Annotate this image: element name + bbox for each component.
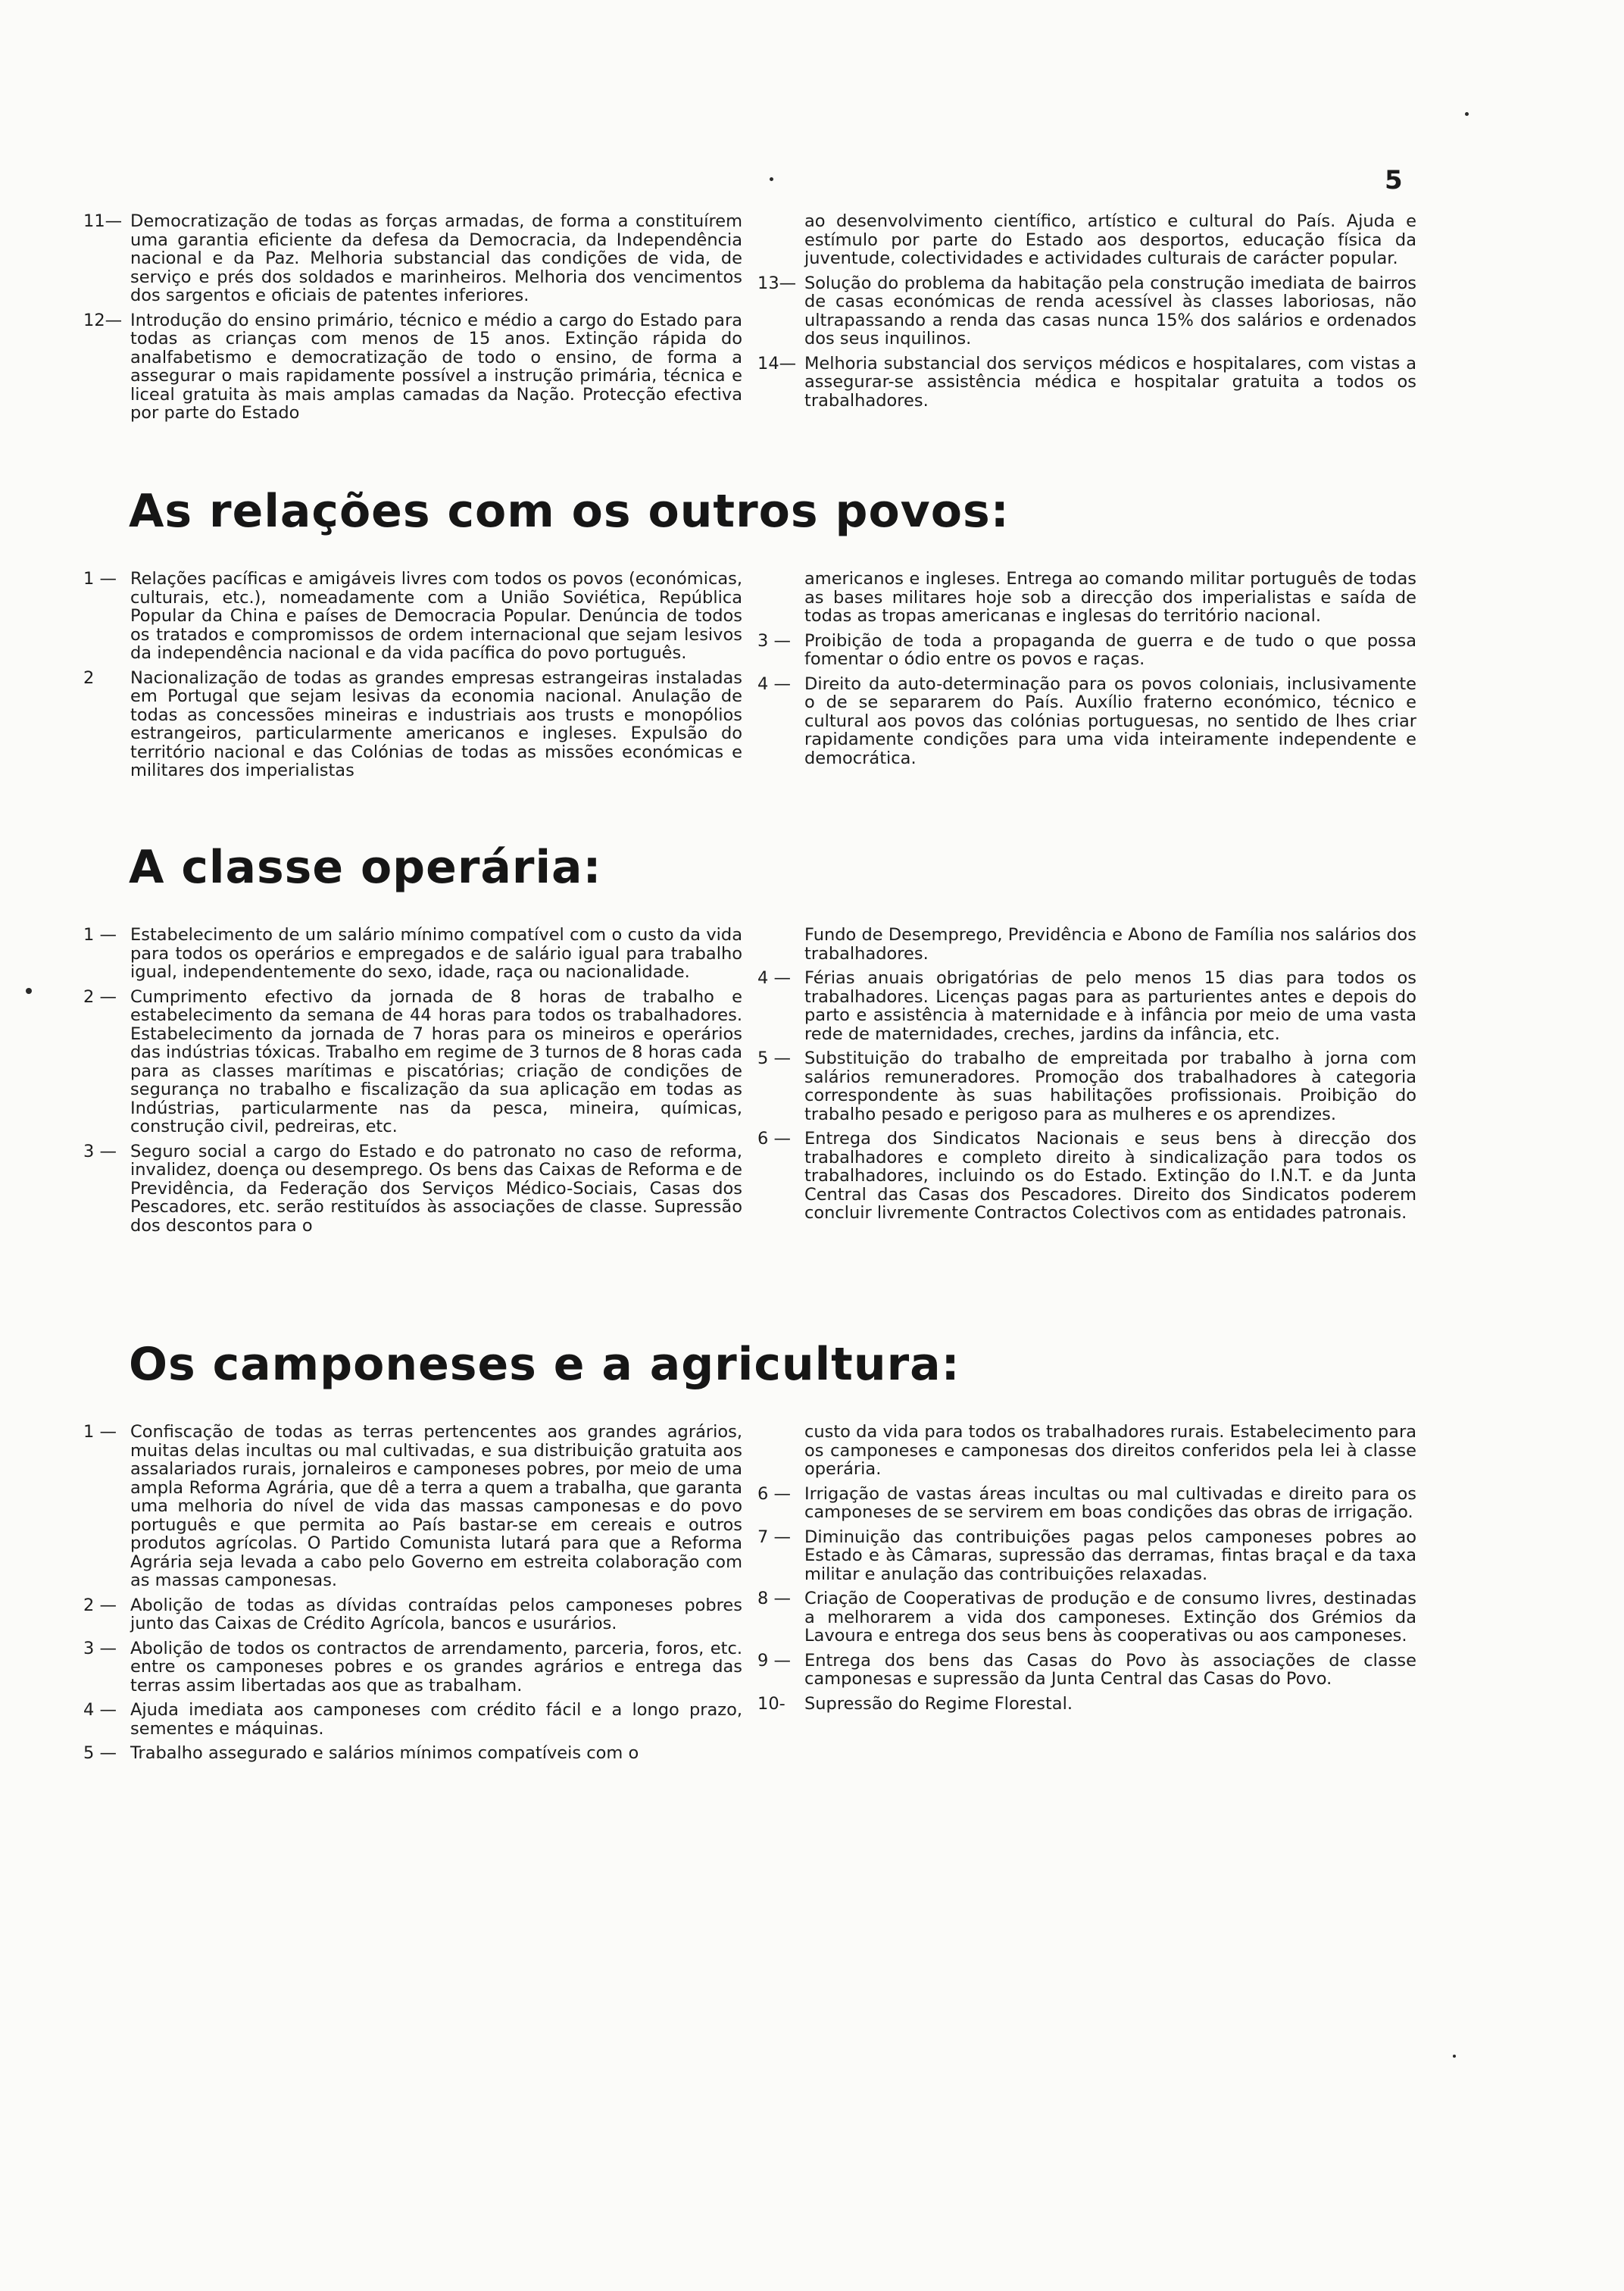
list-item: 10- Supressão do Regime Florestal.: [757, 1693, 1073, 1714]
continued-text: Fundo de Desemprego, Previdência e Abono de Família nos salários dos trabalhadores.: [804, 925, 1416, 964]
list-item: 2 — Cumprimento efectivo da jornada de 8 horas de trabalho e estabelecimento da semana de 44 horas para todos os trabalhadores. Estabelecimento da jornada de 7 horas para os mineiros e operários das indústrias tóxicas. Trabalho em regime de 3 turnos de 8 horas cada para as classes marítimas e piscatórias; criação de condições de segurança no trabalho e fiscalização da sua aplicação em todas as Indústrias, particularmente nas da pesca, mineira, químicas, construção civil, pedreiras, etc.: [83, 986, 742, 1136]
section-title-working-class: A classe operária:: [129, 841, 602, 894]
section-3-right-column: [757, 1423, 1416, 1713]
list-item: 1 — Confiscação de todas as terras pertencentes aos grandes agrários, muitas delas incultas ou mal cultivadas, e sua distribuição gratuita aos assalariados rurais, jornaleiros e camponeses pobres, por meio de uma ampla Reforma Agrária, que dê a terra a quem a trabalha, que garanta uma melhoria do nível de vida das massas camponesas e do povo português e que permita ao País bastar-se em cereais e outros produtos agrícolas. O Partido Comunista lutará para que a Reforma Agrária seja levada a cabo pelo Governo em estreita colaboração com as massas camponesas.: [83, 1422, 742, 1590]
list-item: 6 — Irrigação de vastas áreas incultas ou mal cultivadas e direito para os camponeses de se servirem em boas condições das obras de irrigação.: [757, 1483, 1416, 1522]
section-3-left-column: [83, 1423, 742, 1763]
list-item: 4 — Direito da auto-determinação para os povos coloniais, inclusivamente o de se separarem do País. Auxílio fraterno económico, técnico e cultural aos povos das colónias portuguesas, no sentido de lhes criar rapidamente condições para uma vida inteiramente independente e democrática.: [757, 674, 1416, 768]
list-item: 4 — Férias anuais obrigatórias de pelo menos 15 dias para todos os trabalhadores. Licenças pagas para as parturientes antes e depois do parto e assistência à maternidade e à infância por meio de uma vasta rede de maternidades, creches, jardins da infância, etc.: [757, 968, 1416, 1044]
continued-text: custo da vida para todos os trabalhadores rurais. Estabelecimento para os camponeses e camponesas dos direitos conferidos pela lei à classe operária.: [804, 1422, 1416, 1479]
list-item: 12— Introdução do ensino primário, técnico e médio a cargo do Estado para todas as crianças com menos de 15 anos. Extinção rápida do analfabetismo e democratização de todo o ensino, de forma a assegurar o mais rapidamente possível a instrução primária, técnica e liceal gratuita às mais amplas camadas da Nação. Protecção efectiva por parte do Estado: [83, 310, 742, 423]
section-title-peasants: Os camponeses e a agricultura:: [129, 1338, 960, 1391]
list-item: 1 — Relações pacíficas e amigáveis livres com todos os povos (económicas, culturais, etc.), nomeadamente com a União Soviética, República Popular da China e países de Democracia Popular. Denúncia de todos os tratados e compromissos de ordem internacional que sejam lesivos da independência nacional e da vida pacífica do povo português.: [83, 569, 742, 663]
continued-text: ao desenvolvimento científico, artístico e cultural do País. Ajuda e estímulo por parte do Estado aos desportos, educação física da juventude, colectividades e actividades culturais de carácter popular.: [804, 211, 1416, 268]
list-item: 4 — Ajuda imediata aos camponeses com crédito fácil e a longo prazo, sementes e máquinas.: [83, 1700, 742, 1739]
section-2-left-column: [83, 926, 742, 1235]
continued-text: americanos e ingleses. Entrega ao comando militar português de todas as bases militares hoje sob a direcção dos imperialistas e saída de todas as tropas americanas e inglesas do território nacional.: [804, 569, 1416, 626]
list-item: 3 — Proibição de toda a propaganda de guerra e de tudo o que possa fomentar o ódio entre os povos e raças.: [757, 630, 1416, 669]
list-item: 9 — Entrega dos bens das Casas do Povo às associações de classe camponesas e supressão da Junta Central das Casas do Povo.: [757, 1650, 1416, 1689]
section-0-left-column: [83, 212, 742, 423]
list-item: 3 — Seguro social a cargo do Estado e do patronato no caso de reforma, invalidez, doença ou desemprego. Os bens das Caixas de Reforma e de Previdência, da Federação dos Serviços Médico-Sociais, Casas dos Pescadores, etc. serão restituídos às associações de classe. Supressão dos descontos para o: [83, 1141, 742, 1236]
list-item: 2 — Abolição de todas as dívidas contraídas pelos camponeses pobres junto das Caixas de Crédito Agrícola, bancos e usurários.: [83, 1595, 742, 1633]
list-item: 5 — Substituição do trabalho de empreitada por trabalho à jorna com salários remuneradores. Promoção dos trabalhadores à categoria correspondente às suas habilitações profissionais. Proibição do trabalho pesado e perigoso para as mulheres e os aprendizes.: [757, 1049, 1416, 1124]
scan-speck: [1465, 112, 1469, 116]
section-1-left-column: [83, 570, 742, 780]
list-item: 1 — Estabelecimento de um salário mínimo compatível com o custo da vida para todos os operários e empregados e de salário igual para trabalho igual, independentemente do sexo, idade, raça ou nacionalidade.: [83, 925, 742, 982]
scan-speck: [770, 177, 773, 181]
list-item: 7 — Diminuição das contribuições pagas pelos camponeses pobres ao Estado e às Câmaras, supressão das derramas, fintas braçal e da taxa militar e anulação das contribuições relaxadas.: [757, 1527, 1416, 1584]
list-item: 8 — Criação de Cooperativas de produção e de consumo livres, destinadas a melhorarem a vida dos camponeses. Extinção dos Grémios da Lavoura e entrega dos seus bens às cooperativas ou aos camponeses.: [757, 1589, 1416, 1646]
scan-speck: [26, 988, 32, 994]
list-item: 2 Nacionalização de todas as grandes empresas estrangeiras instaladas em Portugal que sejam lesivas da economia nacional. Anulação de todas as concessões mineiras e industriais aos trusts e monopólios estrangeiros, particularmente americanos e ingleses. Expulsão do território nacional e das Colónias de todas as missões económicas e militares dos imperialistas: [83, 667, 742, 780]
list-item: 5 — Trabalho assegurado e salários mínimos compatíveis com o: [83, 1743, 639, 1763]
section-1-right-column: [757, 570, 1416, 767]
list-item: 13— Solução do problema da habitação pela construção imediata de bairros de casas económicas de renda acessível às classes laboriosas, não ultrapassando a renda das casas nunca 15% dos salários e ordenados dos seus inquilinos.: [757, 273, 1416, 348]
list-item: 6 — Entrega dos Sindicatos Nacionais e seus bens à direcção dos trabalhadores e completo direito à sindicalização para todos os trabalhadores, incluindo os do Estado. Extinção do I.N.T. e da Junta Central das Casas dos Pescadores. Direito dos Sindicatos poderem concluir livremente Contractos Colectivos com as entidades patronais.: [757, 1129, 1416, 1223]
page-number: 5: [1385, 165, 1403, 195]
section-title-relations: As relações com os outros povos:: [129, 485, 1010, 538]
list-item: 11— Democratização de todas as forças armadas, de forma a constituírem uma garantia eficiente da defesa da Democracia, da Independência nacional e da Paz. Melhoria substancial das condições de vida, de serviço e prés dos soldados e marinheiros. Melhoria dos vencimentos dos sargentos e oficiais de patentes inferiores.: [83, 211, 742, 305]
scan-speck: [1453, 2055, 1456, 2058]
list-item: 14— Melhoria substancial dos serviços médicos e hospitalares, com vistas a assegurar-se assistência médica e hospitalar gratuita a todos os trabalhadores.: [757, 353, 1416, 411]
list-item: 3 — Abolição de todos os contractos de arrendamento, parceria, foros, etc. entre os camponeses pobres e os grandes agrários e entrega das terras assim libertadas aos que as trabalham.: [83, 1638, 742, 1696]
section-0-right-column: [757, 212, 1416, 410]
section-2-right-column: [757, 926, 1416, 1223]
